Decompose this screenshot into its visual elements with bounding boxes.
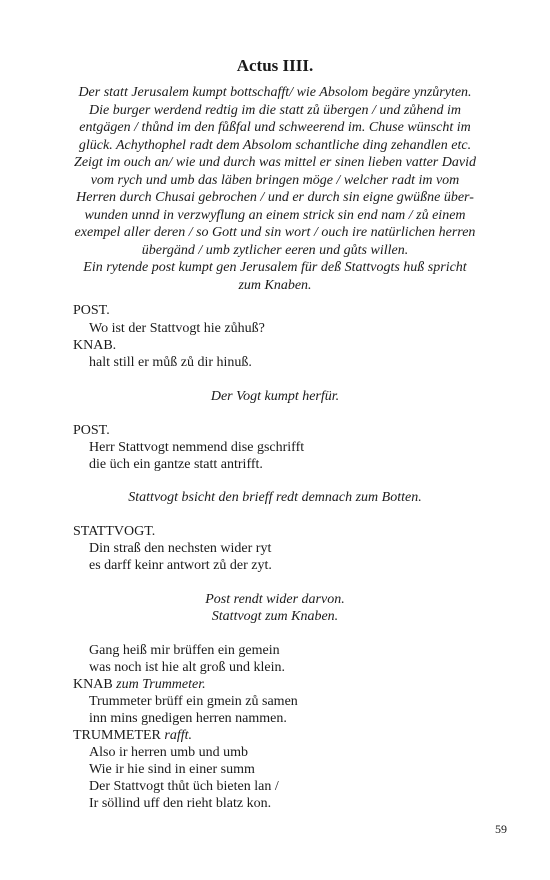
- argument-line: glück. Achythophel radt dem Absolom schantliche ding zehandlen etc.: [78, 137, 472, 153]
- verse-line: Also ir herren umb und umb: [89, 745, 249, 760]
- verse-line: inn mins gnedigen herren nammen.: [89, 711, 287, 726]
- argument-line: wunden unnd in verzwyflung an einem strick sin end nam / zů einem: [84, 207, 466, 223]
- speaker-name: TRUMMETER: [73, 728, 161, 743]
- verse-line: die üch ein gantze statt antrifft.: [89, 457, 263, 472]
- verse-line: Herr Stattvogt nemmend dise gschrifft: [89, 440, 305, 455]
- verse-line: Der Stattvogt thůt üch bieten lan /: [89, 779, 279, 794]
- argument-line: übergänd / umb zytlicher eeren und gůts willen.: [141, 242, 409, 258]
- speaker-note: zum Trummeter.: [116, 677, 206, 692]
- act-argument: [70, 84, 480, 294]
- stage-direction: Post rendt wider darvon.: [205, 592, 345, 607]
- verse-line: Ir söllind uff den rieht blatz kon.: [89, 796, 272, 811]
- verse-line: es darff keinr antwort zů der zyt.: [89, 558, 272, 573]
- speaker-name: POST.: [73, 303, 110, 318]
- speaker-with-note: [73, 677, 206, 693]
- argument-line: exempel aller deren / so Gott und sin wort / ouch ire natürlichen herren: [74, 225, 476, 240]
- argument-line: Herren durch Chusai gebrochen / und er durch sin eigne gwüßne über-: [76, 190, 474, 205]
- argument-line: vom rych und umb das läben bringen möge / welcher radt im vom: [90, 172, 460, 188]
- speaker-name: STATTVOGT.: [73, 524, 156, 539]
- argument-line: Der statt Jerusalem kumpt bottschafft/ wie Absolom begäre ynzůryten.: [78, 85, 472, 100]
- speaker-name: POST.: [73, 423, 110, 438]
- argument-line: entgägen / thůnd im den fůßfal und schweerend im. Chuse wünscht im: [79, 120, 471, 135]
- argument-line: Die burger werdend redtig im die statt zů übergen / und zůhend im: [89, 102, 461, 118]
- verse-line: Trummeter brüff ein gmein zů samen: [89, 694, 298, 709]
- speaker-note: rafft.: [164, 728, 193, 743]
- speaker-with-note: [73, 728, 192, 744]
- verse-line: Wo ist der Stattvogt hie zůhuß?: [89, 321, 265, 336]
- argument-line: Zeigt im ouch an/ wie und durch was mittel er sinen lieben vatter David: [74, 155, 476, 170]
- page-number: 59: [495, 822, 507, 836]
- argument-line: zum Knaben.: [238, 277, 312, 293]
- stage-direction: Stattvogt zum Knaben.: [211, 609, 339, 624]
- speaker-name: KNAB.: [73, 338, 117, 353]
- stage-direction: Stattvogt bsicht den brieff redt demnach zum Botten.: [128, 490, 422, 505]
- verse-line: halt still er můß zů dir hinuß.: [89, 355, 252, 370]
- verse-line: Wie ir hie sind in einer summ: [89, 762, 255, 777]
- act-heading: Actus IIII.: [236, 56, 314, 75]
- verse-line: Din straß den nechsten wider ryt: [89, 541, 272, 556]
- stage-direction: Der Vogt kumpt herfür.: [210, 389, 340, 404]
- argument-line: Ein rytende post kumpt gen Jerusalem für deß Stattvogts huß spricht: [83, 260, 467, 275]
- speaker-name: KNAB: [73, 677, 113, 692]
- verse-line: was noch ist hie alt groß und klein.: [89, 660, 285, 675]
- verse-line: Gang heiß mir brüffen ein gemein: [89, 643, 280, 658]
